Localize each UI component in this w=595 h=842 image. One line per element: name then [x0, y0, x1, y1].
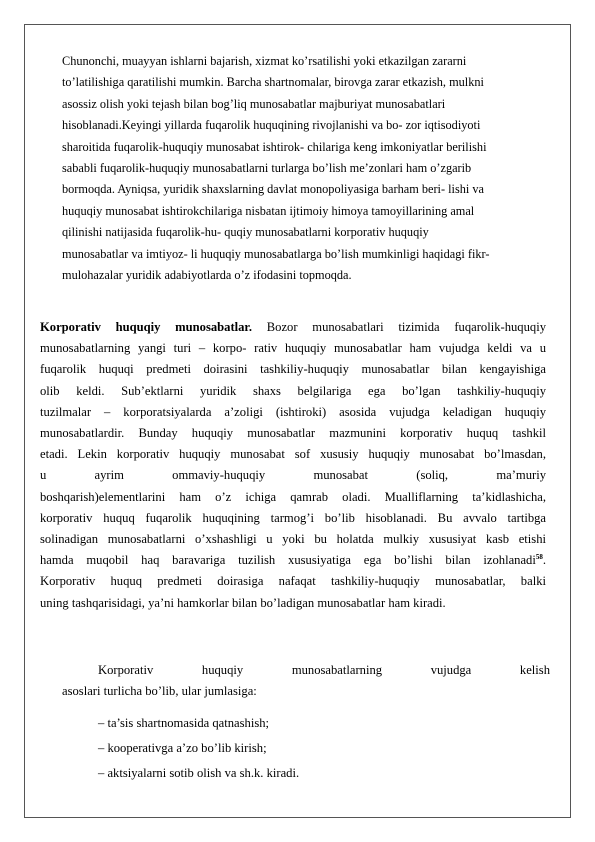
text-line: uning tashqarisidagi, ya’ni hamkorlar bilan bo’ladigan munosabatlar ham kiradi.	[40, 595, 446, 610]
list-item: – kooperativga a’zo bo’lib kirish;	[98, 741, 267, 755]
text-line: solinadigan munosabatlarni o’xshashligi u yoki bu holatda mulkiy xususiyat kasb etishi	[40, 532, 546, 547]
text-line: huquqiy munosabat ishtirokchilariga nisbatan ijtimoiy himoya tamoyillarining amal	[62, 203, 475, 218]
list-item: – aktsiyalarni sotib olish va sh.k. kiradi.	[98, 766, 300, 780]
text-line: bormoqda. Ayniqsa, yuridik shaxslarning davlat monopoliyasiga barham beri- lishi va	[62, 182, 485, 197]
text-line: Korporativ huquqiy munosabatlarning vujudga kelish	[98, 663, 550, 677]
text-line: to’latilishiga qaratilishi mumkin. Barcha shartnomalar, birovga zarar etkazish, mulkni	[62, 75, 484, 90]
text-line	[40, 317, 546, 338]
text-line: Chunonchi, muayyan ishlarni bajarish, xizmat ko’rsatilishi yoki etkazilgan zararni	[62, 54, 467, 68]
text-line: munosabatlardir. Bunday huquqiy munosabatlar mazmunini korporativ huquq tashkil	[40, 426, 546, 441]
footnote-ref[interactable]: 58	[535, 553, 543, 562]
text-fragment: Bozor munosabatlari tizimida fuqarolik-huquqiy	[252, 320, 546, 334]
section-heading: Korporativ huquqiy munosabatlar.	[40, 320, 253, 334]
text-line: boshqarish)elementlarini ham o’z ichiga qamrab oladi. Mualliflarning ta’kidlashicha,	[40, 489, 546, 504]
text-line: mulohazalar yuridik adabiyotlarda o’z ifodasini topmoqda.	[62, 268, 352, 283]
text-fragment: .	[542, 553, 546, 568]
text-line	[40, 550, 546, 571]
text-line: Korporativ huquq predmeti doirasiga nafaqat tashkiliy-huquqiy munosabatlar, balki	[40, 574, 546, 589]
text-line: olib keldi. Sub’ektlarni yuridik shaxs belgilariga ega bo’lgan tashkiliy-huquqiy	[40, 383, 546, 398]
text-line: etadi. Lekin korporativ huquqiy munosabat sof xususiy huquqiy munosabat bo’lmasdan,	[40, 447, 546, 462]
text-line: sharoitida fuqarolik-huquqiy munosabat ishtirok- chilariga keng imkoniyatlar berilishi	[62, 139, 487, 154]
text-line: korporativ huquq fuqarolik huquqining tarmog’i bo’lib hisoblanadi. Bu avvalo tartibga	[40, 510, 546, 525]
corporate-relations-paragraph	[40, 317, 546, 614]
text-line: sababli fuqarolik-huquqiy munosabatlarni turlarga bo’lish me’zonlari ham o’zgarib	[62, 161, 472, 176]
text-fragment: hamda muqobil haq baravariga tuzilish xususiyatiga ega bo’lishi bilan izohlanadi	[40, 553, 536, 568]
list-item: – ta’sis shartnomasida qatnashish;	[98, 716, 270, 730]
text-line: tuzilmalar – korporatsiyalarda a’zoligi (ishtiroki) asosida vujudga keladigan huquqiy	[40, 404, 546, 419]
text-line: asossiz olish yoki tejash bilan bog’liq munosabatlar majburiyat munosabatlari	[62, 96, 446, 111]
text-line: fuqarolik huquqi predmeti doirasini tashkiliy-huquqiy munosabatlar bilan kengayishiga	[40, 362, 546, 377]
text-line: qilinishi natijasida fuqarolik-hu- quqiy munosabatlarni korporativ huquqiy	[62, 225, 429, 240]
text-line: munosabatlar va imtiyoz- li huquqiy munosabatlarga bo’lish mumkinligi haqidagi fikr-	[62, 246, 490, 261]
intro-paragraph	[62, 51, 552, 286]
text-line: asoslari turlicha bo’lib, ular jumlasiga:	[62, 684, 257, 698]
grounds-list	[98, 711, 299, 786]
grounds-paragraph	[62, 660, 550, 702]
text-line: hisoblanadi.Keyingi yillarda fuqarolik huquqining rivojlanishi va bo- zor iqtisodiyoti	[62, 118, 481, 133]
text-line: u ayrim ommaviy-huquqiy munosabat (soliq, ma’muriy	[40, 468, 546, 483]
text-line: munosabatlarning yangi turi – korpo- rativ huquqiy munosabatlar ham vujudga keldi va u	[40, 341, 546, 356]
